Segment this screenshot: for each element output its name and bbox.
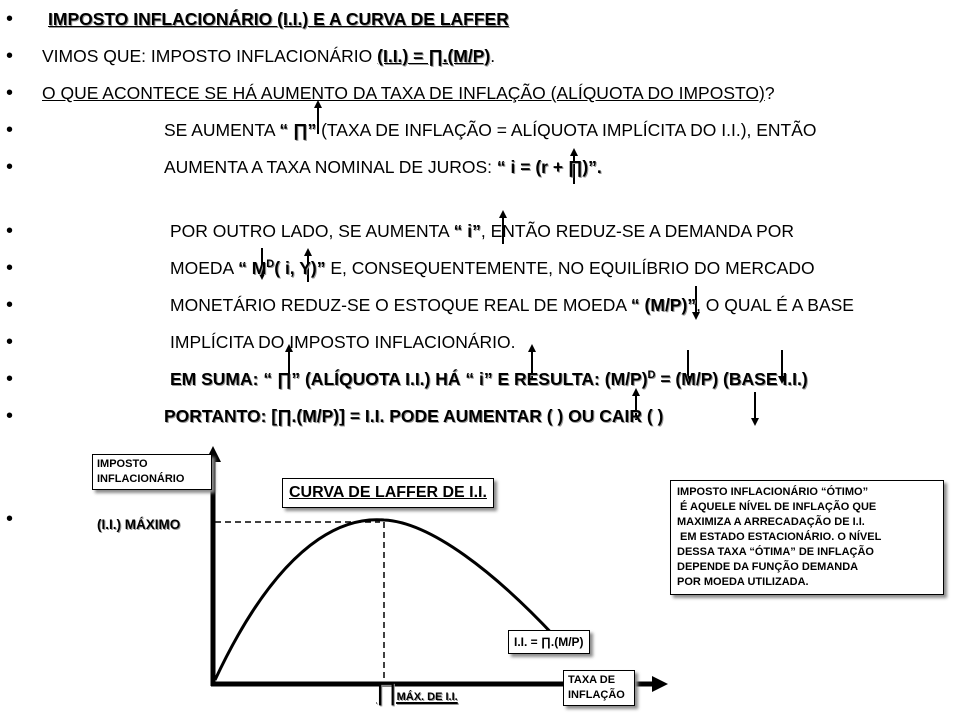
y-axis-label: IMPOSTO [97,458,148,470]
text-part: AUMENTA A TAXA NOMINAL DE JUROS: [164,157,493,177]
formula-text: “ i = (r + ∏)”. [496,157,602,177]
superscript: D [266,258,275,271]
line-text [170,294,854,316]
text-part: POR OUTRO LADO, SE AUMENTA [170,221,449,241]
chart-title: CURVA DE LAFFER DE I.I. [282,478,494,508]
bullet-line-3 [0,80,960,112]
note-line: POR MOEDA UTILIZADA. [677,576,809,588]
line-text [42,45,495,67]
pi-symbol: ∏ [376,678,397,706]
bullet: • [6,119,14,141]
x-axis-label: INFLAÇÃO [568,689,625,701]
x-axis-label-box [563,670,635,706]
line-text [170,368,808,390]
note-line: É AQUELE NÍVEL DE INFLAÇÃO QUE [677,501,877,513]
bullet-line-9 [0,329,960,361]
text-part: “ M [238,258,267,278]
text-part: “ ∏” (ALÍQUOTA I.I.) HÁ “ i” E RESULTA: [263,369,600,389]
slide-title: IMPOSTO INFLACIONÁRIO (I.I.) E A CURVA DE LAFFER [48,9,509,29]
line-text: PORTANTO: [∏.(M/P)] = I.I. PODE AUMENTAR ( ) OU CAIR ( ) [164,406,664,426]
note-line: IMPOSTO INFLACIONÁRIO “ÓTIMO” [677,486,869,498]
laffer-curve [215,520,558,680]
line-text [170,220,794,242]
formula-text: (I.I.) = ∏.(M/P) [377,46,491,66]
note-line: MAXIMIZA A ARRECADAÇÃO DE I.I. [677,516,865,528]
note-line: DEPENDE DA FUNÇÃO DEMANDA [677,561,859,573]
formula-text [238,258,325,278]
text-part: MONETÁRIO REDUZ-SE O ESTOQUE REAL DE MOEDA [170,295,627,315]
formula-text: “ ∏” [279,120,317,140]
bullet: • [6,405,14,427]
text-part: = (M/P) (BASE I.I.) [655,369,808,389]
text-part: , O QUAL É A BASE [696,295,854,315]
bullet-line-2 [0,43,960,75]
bullet: • [6,220,14,242]
text-part: (M/P) [604,369,648,389]
max-label: (I.I.) MÁXIMO [97,517,181,532]
line-text [164,119,817,141]
formula-text: “ i” [453,221,481,241]
curve-label: I.I. = ∏.(M/P) [508,630,590,654]
text-part: E, CONSEQUENTEMENTE, NO EQUILÍBRIO DO MERCADO [330,258,815,278]
bullet: • [6,294,14,316]
text-part: EM SUMA: [170,369,259,389]
line-text [164,156,602,178]
formula-text: “ (M/P)” [630,295,697,315]
line-text: IMPLÍCITA DO IMPOSTO INFLACIONÁRIO. [170,332,516,352]
bullet-line-4 [0,117,960,149]
y-axis-label-box [92,454,212,490]
slide-title-line [0,6,960,38]
text-part: ( i, Y)” [274,258,326,278]
bullet-line-10 [0,366,960,398]
text-part: (TAXA DE INFLAÇÃO = ALÍQUOTA IMPLÍCITA DO I.I.), ENTÃO [321,120,817,140]
bullet: • [6,368,14,390]
line-text [170,257,815,279]
x-axis-label: TAXA DE [568,674,616,686]
text-part: , ENTÃO REDUZ-SE A DEMANDA POR [480,221,794,241]
text-part: SE AUMENTA [164,120,275,140]
bullet: • [6,82,14,104]
text-part: VIMOS QUE: IMPOSTO INFLACIONÁRIO [42,46,378,66]
bullet-line-5 [0,154,960,186]
bullet: • [6,8,14,30]
bullet-line-11 [0,403,960,435]
text-part: MOEDA [170,258,234,278]
superscript: D [647,369,656,382]
x-max-label [376,678,458,707]
note-box [670,480,944,595]
bullet: • [6,331,14,353]
text-part: . [490,46,496,66]
bullet-line-6 [0,218,960,250]
bullet: • [6,508,14,530]
bullet-line-8 [0,292,960,324]
line-text [42,82,775,104]
y-axis-label: INFLACIONÁRIO [97,473,185,485]
bullet-line-7 [0,255,960,287]
text-part: O QUE ACONTECE SE HÁ AUMENTO DA TAXA DE INFLAÇÃO (ALÍQUOTA DO IMPOSTO) [42,83,765,103]
bullet: • [6,156,14,178]
x-max-subscript: MÁX. DE I.I. [396,691,458,703]
note-line: EM ESTADO ESTACIONÁRIO. O NÍVEL [677,531,882,543]
bullet: • [6,257,14,279]
note-line: DESSA TAXA “ÓTIMA” DE INFLAÇÃO [677,546,874,558]
text-part: ? [764,83,775,103]
bullet: • [6,45,14,67]
